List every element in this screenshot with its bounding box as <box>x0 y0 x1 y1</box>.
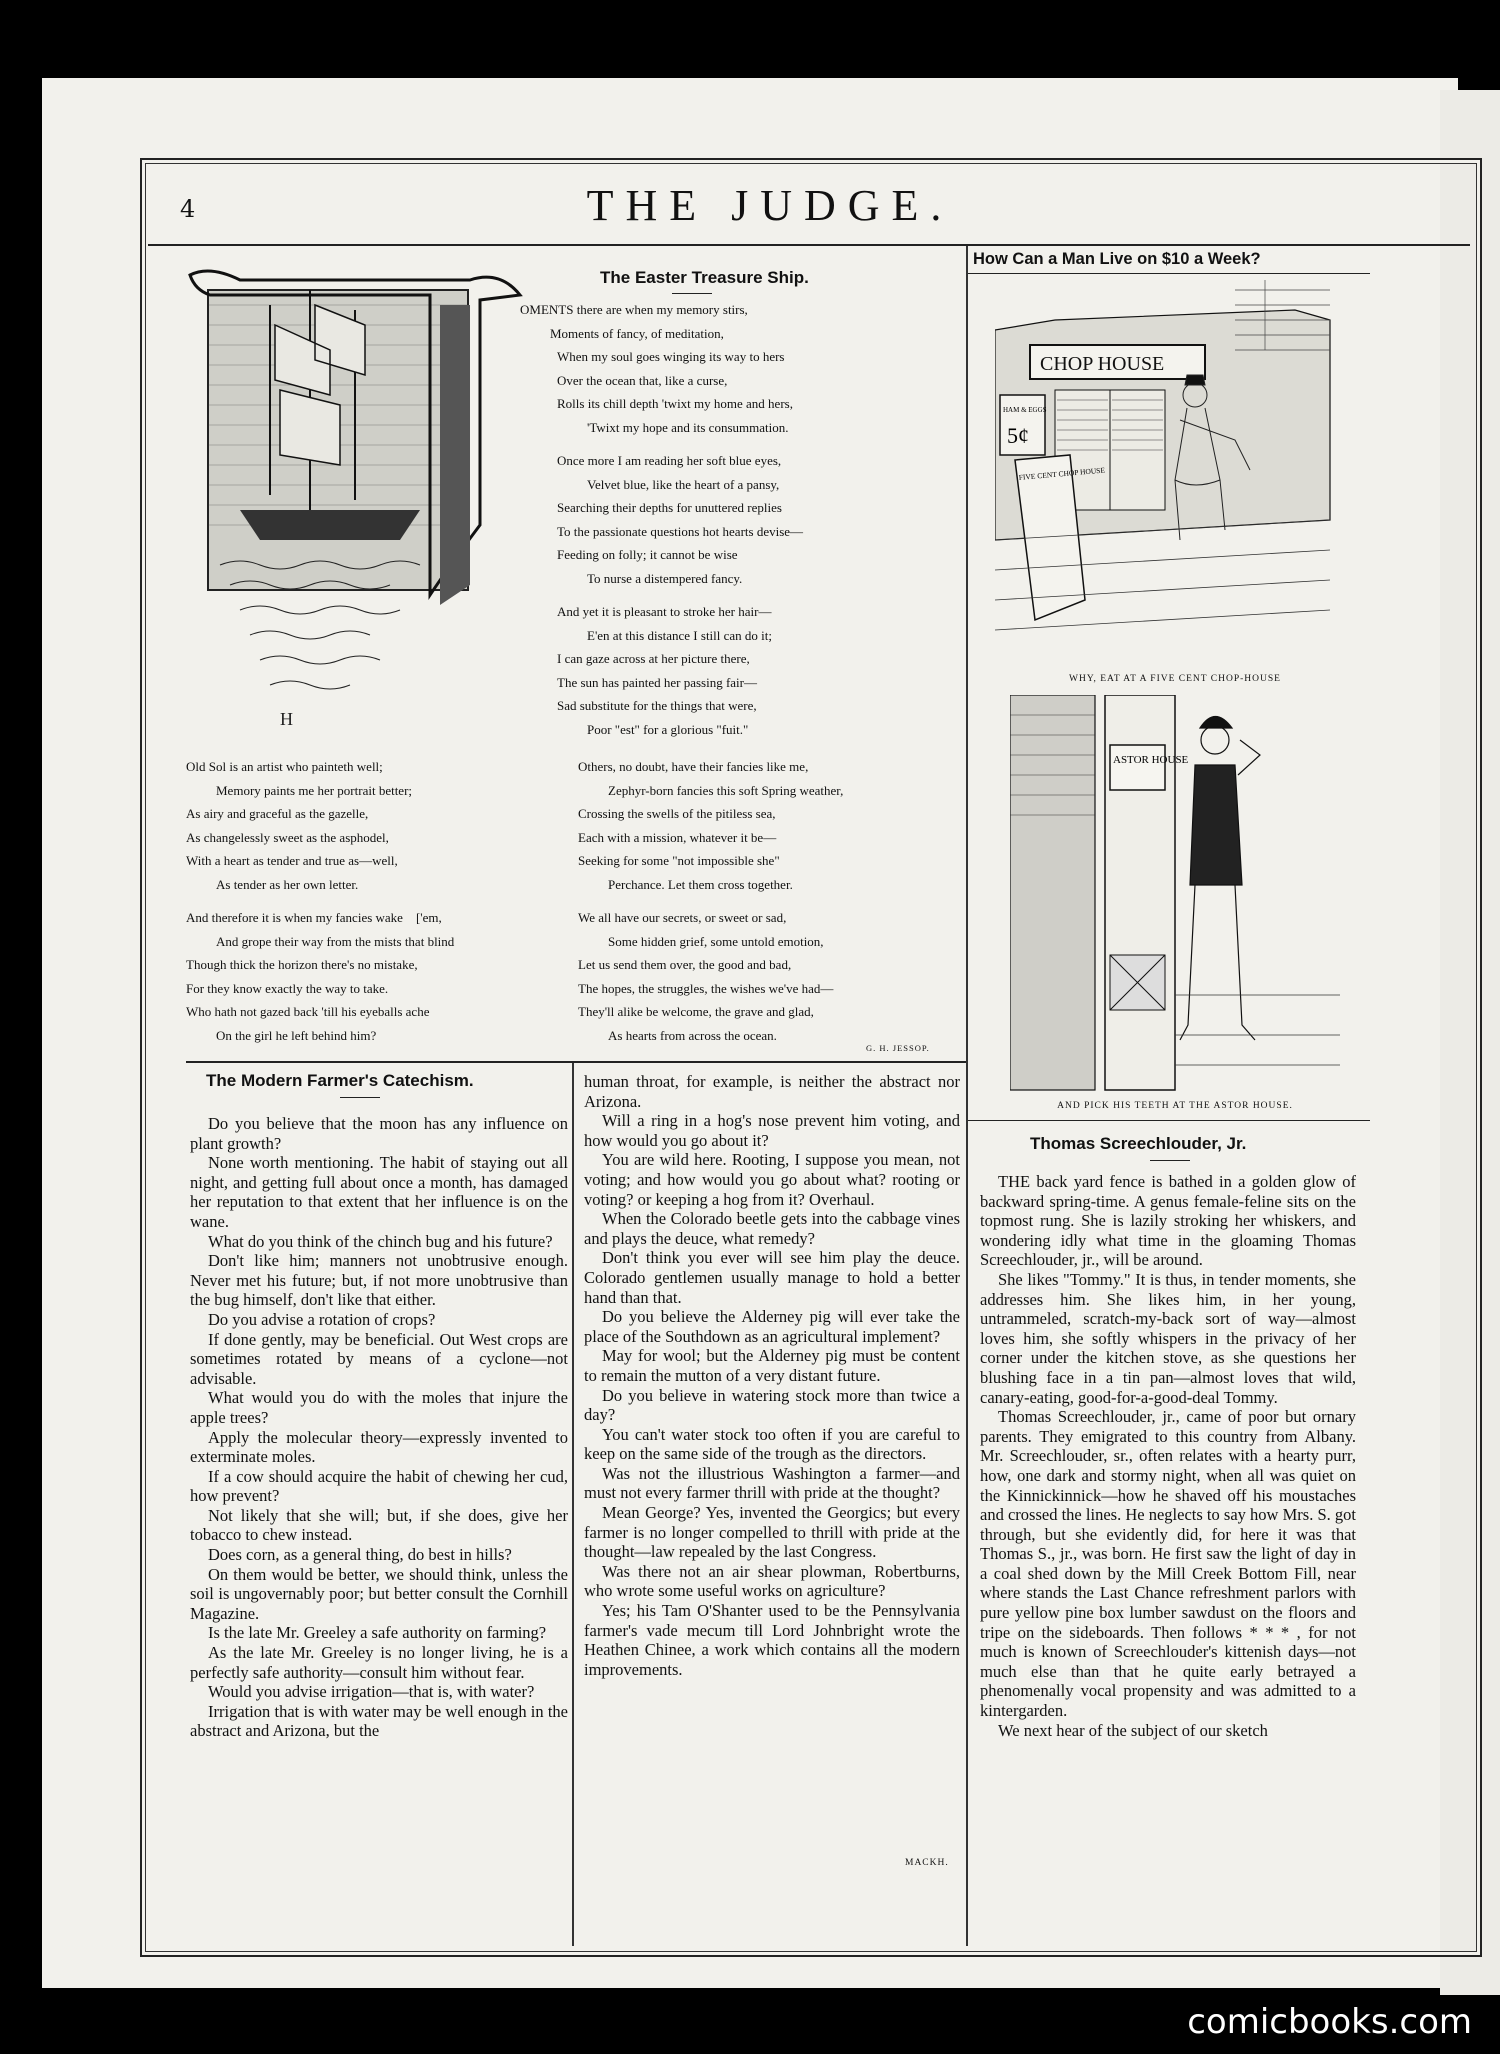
catechism-signature: MACKH. <box>905 1858 949 1868</box>
poem-line: The sun has painted her passing fair— <box>557 674 758 690</box>
poem-line: E'en at this distance I still can do it; <box>587 627 773 643</box>
poem-line: Searching their depths for unuttered replies <box>557 500 782 515</box>
catechism-paragraph: Do you believe the Alderney pig will ever take the place of the Southdown as an agricultural implement? <box>584 1307 960 1346</box>
screechlouder-paragraph: She likes "Tommy." It is thus, in tender moments, she addresses him. She likes him, in her young, untrammeled, scratch-my-back sort of way—almost loves him, she softly whispers in the privacy of her corner under the kitchen stove, as she questions her blushing face in a tin pan—almost loves that wild, canary-eating, good-for-a-good-deal Tommy. <box>980 1269 1356 1407</box>
screechlouder-paragraph: Thomas Screechlouder, jr., came of poor but ornary parents. They emigrated to this country from Albany. Mr. Screechlouder, sr., often relates with a hearty purr, how, one dark and stormy night, when all was quiet on the Kinnickinnick—how he shaved off his moustaches and crossed the lines. He neglects to say how Mrs. S. got through, but she evidently did, for here it was that Thomas S., jr., was born. He first saw the light of day in a coal shed down by the Mill Creek Bottom Fill, near where stands the Last Chance refreshment parlors with pure yellow pine box lumber sawdust on the floors and tripe on the sideboards. Then follows * * * , for not much is known of Screechlouder's kittenish days—not much else than that he quite early betrayed a phenomenally vocal propensity and was admitted to a kintergarden. <box>980 1407 1356 1721</box>
sign-five-cent: FIVE CENT CHOP HOUSE <box>1018 465 1106 482</box>
catechism-paragraph: If done gently, may be beneficial. Out West crops are sometimes rotated by means of a cyclone—not advisable. <box>190 1329 568 1388</box>
poem-stanzas-left <box>186 755 454 1057</box>
poem-line: Others, no doubt, have their fancies like me, <box>578 759 809 774</box>
poem-line: Sad substitute for the things that were, <box>557 698 757 713</box>
catechism-title: The Modern Farmer's Catechism. <box>206 1071 474 1090</box>
masthead-title: THE JUDGE. <box>586 181 954 230</box>
sign-chop-house: CHOP HOUSE <box>1040 353 1165 375</box>
poem-line: To nurse a distempered fancy. <box>587 570 743 586</box>
cartoon-caption-bottom: AND PICK HIS TEETH AT THE ASTOR HOUSE. <box>1057 1101 1293 1111</box>
poem-line: As tender as her own letter. <box>216 876 359 892</box>
catechism-paragraph: None worth mentioning. The habit of staying out all night, and getting full about once a month, has damaged her reputation to that extent that her influence is on the wane. <box>190 1153 568 1231</box>
catechism-paragraph: Do you advise a rotation of crops? <box>208 1309 436 1329</box>
watermark: comicbooks.com <box>1187 2002 1472 2042</box>
catechism-paragraph: May for wool; but the Alderney pig must be content to remain the mutton of a very distant future. <box>584 1346 960 1385</box>
poem-line: Let us send them over, the good and bad, <box>578 957 792 972</box>
poem-line: Old Sol is an artist who painteth well; <box>186 759 383 774</box>
screechlouder-column <box>980 1172 1356 1740</box>
catechism-title-rule <box>340 1097 380 1098</box>
poem-line: As airy and graceful as the gazelle, <box>186 806 369 821</box>
catechism-paragraph: Would you advise irrigation—that is, with water? <box>208 1682 535 1702</box>
svg-text:H: H <box>280 709 293 729</box>
poem-line: We all have our secrets, or sweet or sad, <box>578 910 787 925</box>
catechism-paragraph: Do you believe in watering stock more than twice a day? <box>584 1385 960 1425</box>
poem-line: Moments of fancy, of meditation, <box>550 325 724 341</box>
catechism-column-2 <box>584 1072 960 1679</box>
astor-house-cartoon <box>1010 695 1340 1095</box>
column-rule-right <box>966 246 968 1946</box>
cartoon-title: How Can a Man Live on $10 a Week? <box>973 250 1261 268</box>
poem-line: Poor "est" for a glorious "fuit." <box>587 721 749 737</box>
catechism-paragraph: You can't water stock too often if you are careful to keep on the same side of the trough as the directors. <box>584 1424 960 1464</box>
screechlouder-title-rule <box>1150 1160 1190 1161</box>
poem-line: Seeking for some "not impossible she" <box>578 853 780 868</box>
poem-line: OMENTS there are when my memory stirs, <box>520 302 748 317</box>
catechism-paragraph: What do you think of the chinch bug and his future? <box>208 1231 553 1251</box>
poem-stanzas-middle <box>578 755 843 1057</box>
cartoon-bottom-rule <box>968 1120 1370 1121</box>
catechism-paragraph: Was there not an air shear plowman, Robertburns, who wrote some useful works on agriculture? <box>584 1561 960 1601</box>
catechism-paragraph: Yes; his Tam O'Shanter used to be the Pennsylvania farmer's vade mecum till Lord Johnbright wrote the Heathen Chinee, a work which contains all the modern improvements. <box>584 1601 960 1679</box>
poem-line: Crossing the swells of the pitiless sea, <box>578 806 776 821</box>
catechism-paragraph: Will a ring in a hog's nose prevent him voting, and how would you go about it? <box>584 1111 960 1150</box>
catechism-column-1 <box>190 1114 568 1741</box>
cartoon-caption-top: WHY, EAT AT A FIVE CENT CHOP-HOUSE <box>1069 674 1281 684</box>
chop-house-cartoon <box>995 280 1335 665</box>
poem-line: Zephyr-born fancies this soft Spring weather, <box>608 782 844 798</box>
catechism-paragraph: Do you believe that the moon has any influence on plant growth? <box>190 1114 568 1153</box>
column-rule-middle <box>572 1062 574 1946</box>
poem-line: Rolls its chill depth 'twixt my home and hers, <box>557 396 793 411</box>
catechism-paragraph: Mean George? Yes, invented the Georgics; but every farmer is no longer compelled to thrill with pride at the thought—law repealed by the last Congress. <box>584 1503 960 1562</box>
catechism-paragraph: Not likely that she will; but, if she does, give her tobacco to chew instead. <box>190 1505 568 1545</box>
poem-line: 'Twixt my hope and its consummation. <box>587 419 789 435</box>
catechism-paragraph: When the Colorado beetle gets into the cabbage vines and plays the deuce, what remedy? <box>584 1209 960 1248</box>
catechism-paragraph: Does corn, as a general thing, do best in hills? <box>208 1545 512 1565</box>
poem-line: As changelessly sweet as the asphodel, <box>186 829 389 845</box>
sign-price: 5¢ <box>1007 423 1029 448</box>
poem-line: And therefore it is when my fancies wake ['em, <box>186 910 442 925</box>
catechism-paragraph: You are wild here. Rooting, I suppose you mean, not voting; and how would you go about what? rooting or voting? or keeping a hog from it? Overhaul. <box>584 1150 960 1209</box>
poem-stanzas-right <box>520 298 803 751</box>
catechism-paragraph: What would you do with the moles that injure the apple trees? <box>190 1388 568 1427</box>
masthead-rule <box>148 244 1470 246</box>
poem-line: Velvet blue, like the heart of a pansy, <box>587 476 780 492</box>
catechism-paragraph: Don't like him; manners not unobtrusive enough. Never met his future; but, if not more unobtrusive than the bug himself, don't like that either. <box>190 1251 568 1310</box>
poem-line: As hearts from across the ocean. <box>608 1027 777 1043</box>
poem-bottom-rule <box>186 1061 966 1063</box>
ship-illustration <box>180 265 530 755</box>
poem-line: For they know exactly the way to take. <box>186 980 389 996</box>
sign-astor-house: ASTOR HOUSE <box>1113 754 1189 766</box>
page-number: 4 <box>180 195 196 223</box>
poem-line: Though thick the horizon there's no mistake, <box>186 957 418 972</box>
screechlouder-paragraph: We next hear of the subject of our sketch <box>998 1720 1268 1740</box>
poem-title: The Easter Treasure Ship. <box>600 268 809 287</box>
poem-line: Who hath not gazed back 'till his eyeballs ache <box>186 1004 430 1019</box>
poem-line: And grope their way from the mists that blind <box>216 933 455 949</box>
poem-signature: G. H. JESSOP. <box>866 1043 930 1053</box>
catechism-paragraph: As the late Mr. Greeley is no longer living, he is a perfectly safe authority—consult him without fear. <box>190 1643 568 1682</box>
catechism-paragraph: human throat, for example, is neither the abstract nor Arizona. <box>584 1072 960 1111</box>
poem-line: Feeding on folly; it cannot be wise <box>557 547 738 562</box>
poem-line: Perchance. Let them cross together. <box>608 876 793 892</box>
poem-line: And yet it is pleasant to stroke her hair— <box>557 604 772 619</box>
catechism-paragraph: If a cow should acquire the habit of chewing her cud, how prevent? <box>190 1466 568 1506</box>
catechism-paragraph: Don't think you ever will see him play the deuce. Colorado gentlemen usually manage to hold a better hand than that. <box>584 1248 960 1307</box>
catechism-paragraph: Apply the molecular theory—expressly invented to exterminate moles. <box>190 1427 568 1467</box>
poem-line: Each with a mission, whatever it be— <box>578 829 777 845</box>
catechism-paragraph: Is the late Mr. Greeley a safe authority on farming? <box>208 1623 547 1643</box>
poem-line: Memory paints me her portrait better; <box>216 782 413 798</box>
catechism-paragraph: Was not the illustrious Washington a farmer—and must not every farmer thrill with pride at the thought? <box>584 1463 960 1503</box>
screechlouder-paragraph: THE back yard fence is bathed in a golden glow of backward spring-time. A genus female-feline sits on the topmost rung. She is lazily stroking her whiskers, and wondering idly what time in the gloaming Thomas Screechlouder, jr., will be around. <box>980 1172 1356 1270</box>
poem-line: Some hidden grief, some untold emotion, <box>608 933 824 949</box>
poem-line: To the passionate questions hot hearts devise— <box>557 523 804 539</box>
cartoon-title-rule <box>968 273 1370 274</box>
poem-line: They'll alike be welcome, the grave and glad, <box>578 1004 814 1019</box>
catechism-paragraph: Irrigation that is with water may be well enough in the abstract and Arizona, but the <box>190 1701 568 1741</box>
poem-line: The hopes, the struggles, the wishes we've had— <box>578 980 834 996</box>
poem-line: Over the ocean that, like a curse, <box>557 372 728 388</box>
poem-line: I can gaze across at her picture there, <box>557 651 750 666</box>
poem-line: With a heart as tender and true as—well, <box>186 853 398 868</box>
sign-ham-eggs: HAM & EGGS <box>1003 406 1047 414</box>
poem-line: When my soul goes winging its way to hers <box>557 349 785 364</box>
poem-line: On the girl he left behind him? <box>216 1027 377 1043</box>
screechlouder-title: Thomas Screechlouder, Jr. <box>1030 1134 1247 1153</box>
poem-line: Once more I am reading her soft blue eyes, <box>557 453 782 468</box>
catechism-paragraph: On them would be better, we should think, unless the soil is ungovernably poor; but better consult the Cornhill Magazine. <box>190 1564 568 1623</box>
poem-title-rule <box>672 293 712 294</box>
